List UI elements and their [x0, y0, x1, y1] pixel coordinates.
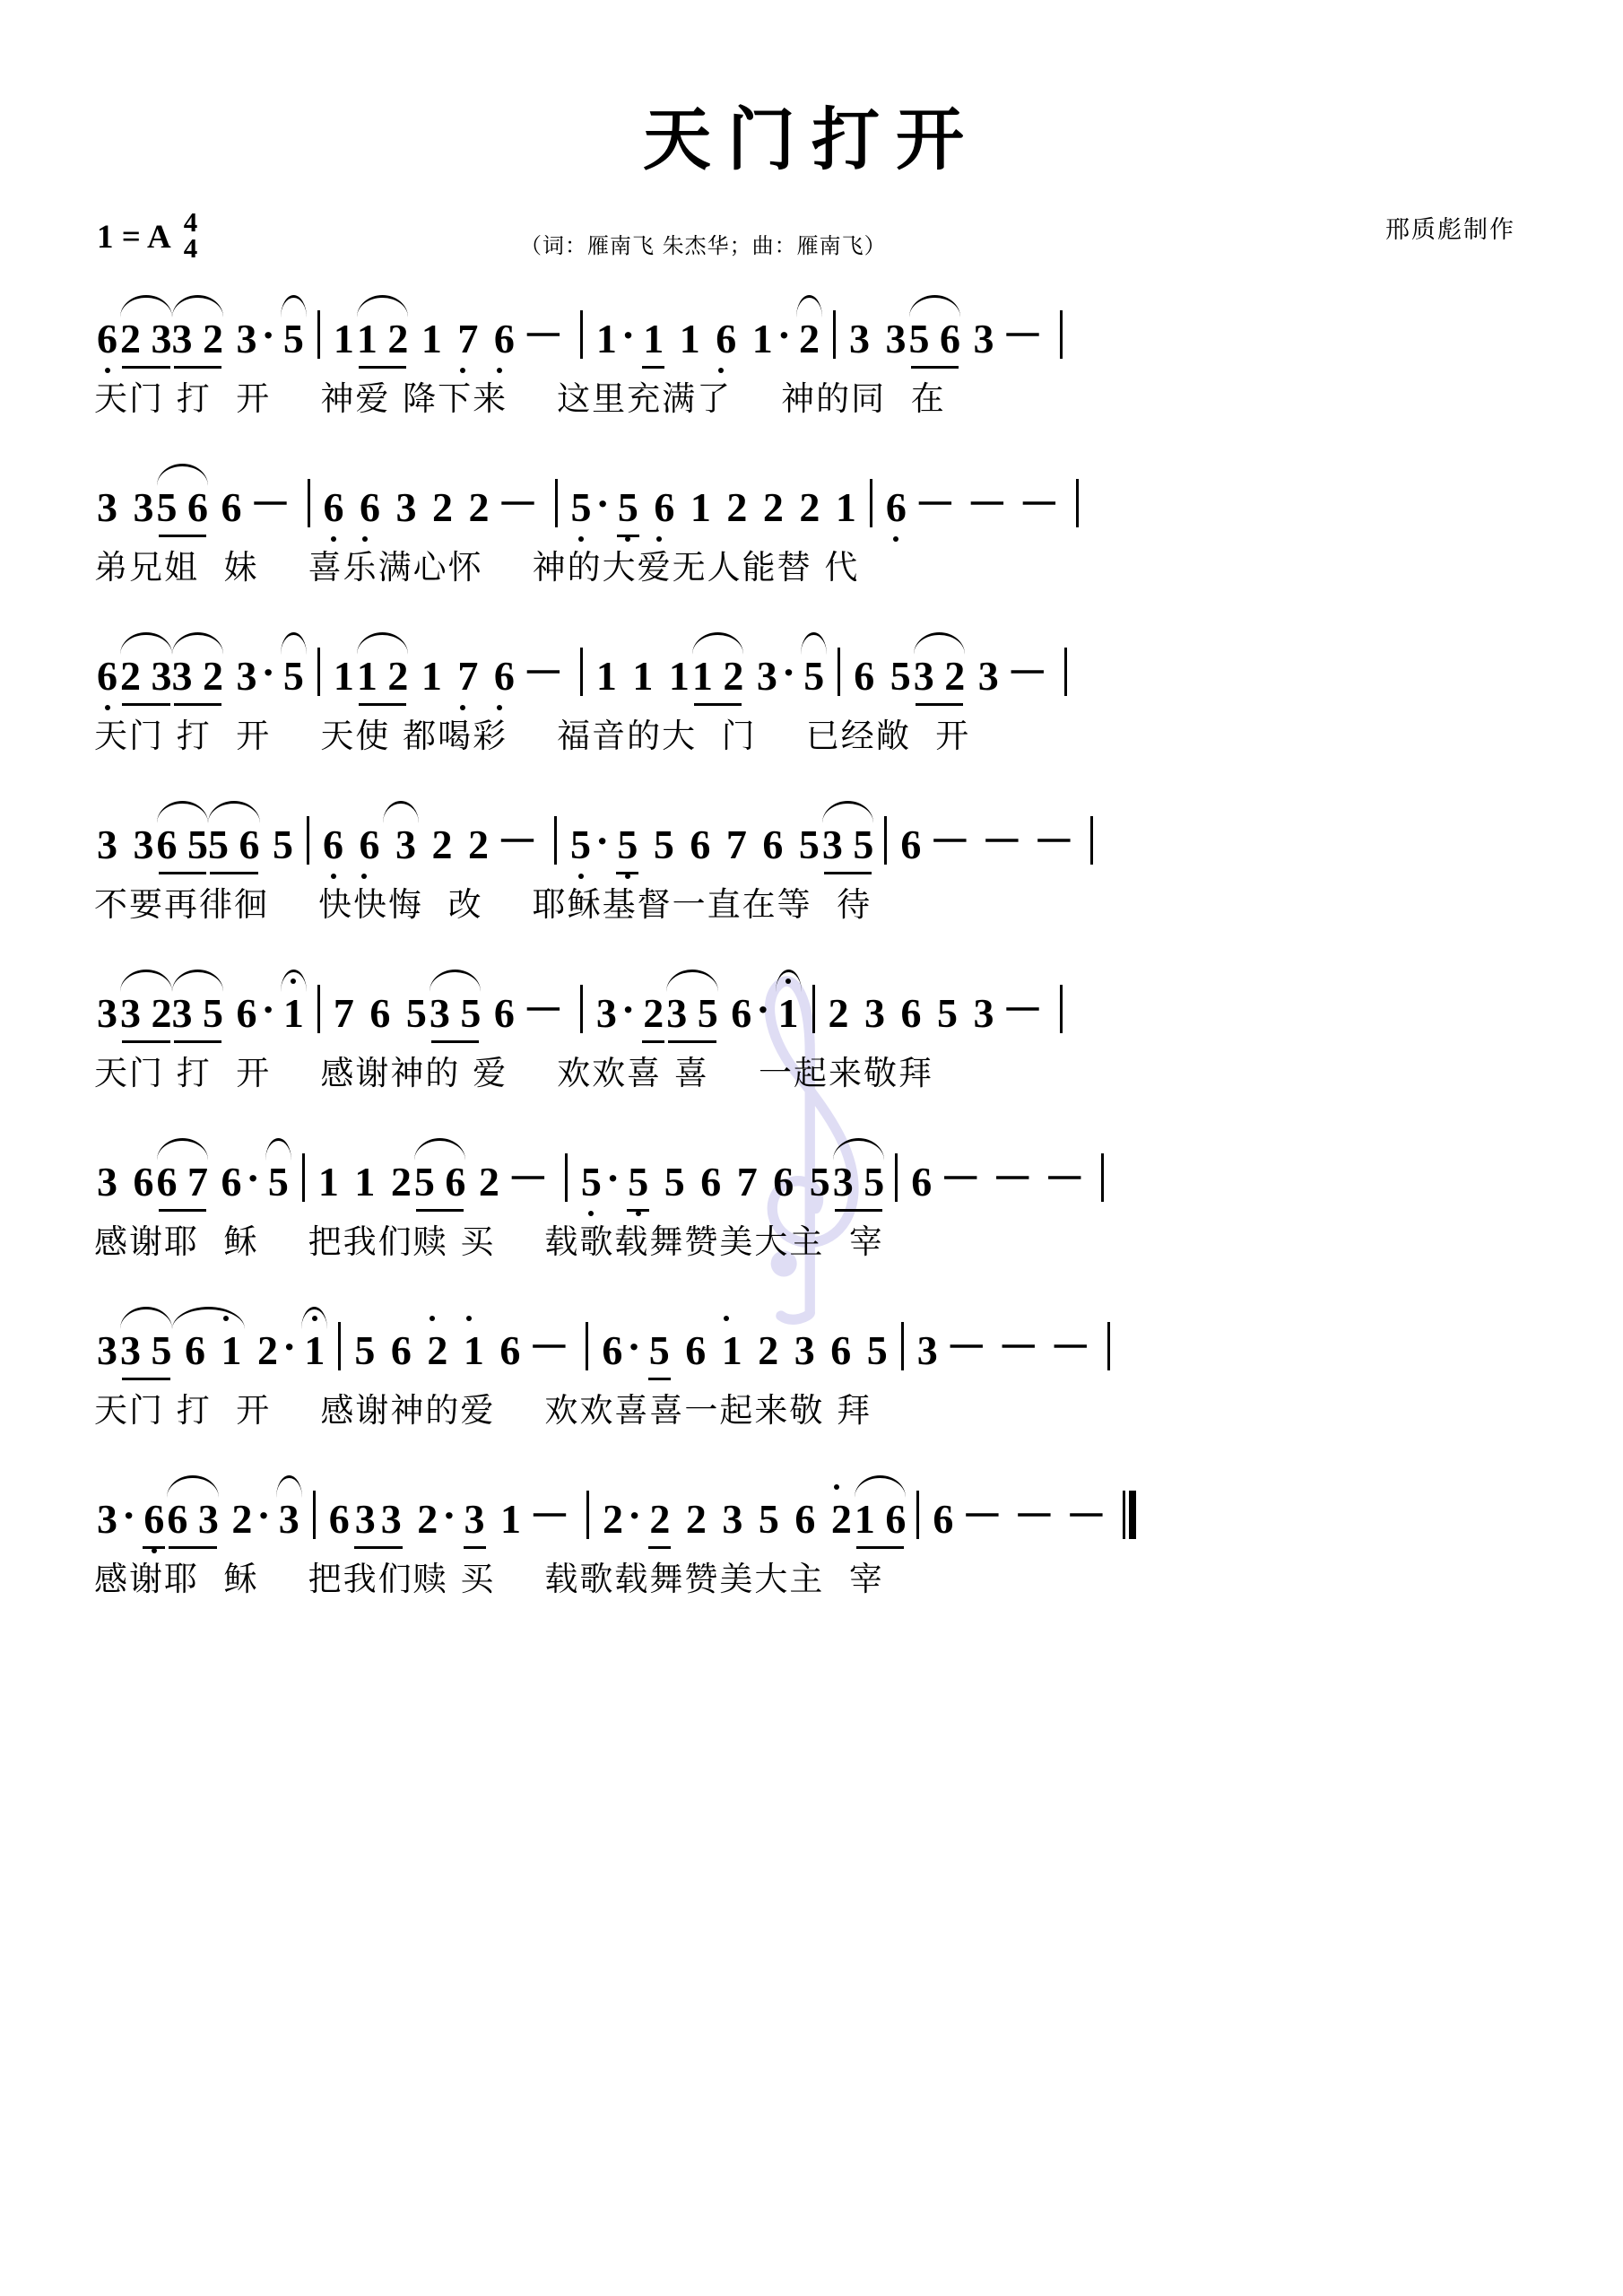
time-signature-top: 4 [183, 206, 198, 238]
note: 6 [320, 821, 346, 868]
barline [1060, 985, 1063, 1033]
note-group: 5 [647, 1326, 673, 1374]
barline [580, 985, 583, 1033]
note: 3 [854, 990, 886, 1036]
note: 1 [595, 653, 617, 699]
note: 1 [595, 316, 617, 361]
note: 6 [94, 652, 120, 700]
barline [1064, 648, 1067, 696]
barline [555, 479, 558, 527]
system-5-notes: 3 3 2 3 5 6 · 1 7 6 5 3 5 6 － 3 · 2 3 5 6 · 1 2 3 6 5 3 － [94, 960, 1529, 1037]
note-group [172, 989, 224, 1037]
slur: 3 5 [666, 989, 718, 1037]
note: 3 [968, 653, 999, 699]
slur: 1 2 [357, 652, 409, 700]
note: 5 [262, 822, 293, 867]
hold-dash: － [497, 482, 539, 527]
hold-dash: － [940, 1156, 982, 1202]
note: 2 [406, 1496, 438, 1542]
time-signature [183, 206, 198, 264]
note: 6 [359, 990, 391, 1036]
note: 6 [679, 822, 711, 867]
slur: 6 1 [172, 1326, 245, 1374]
note: 6 [784, 1496, 816, 1542]
note: 2 [457, 822, 489, 867]
hold-dash: － [966, 482, 1008, 527]
note: 7 [445, 652, 482, 700]
note-group: 5 [615, 483, 641, 531]
system-3 [94, 622, 1529, 757]
slur: 3 5 [172, 989, 224, 1037]
slur: 5 6 [208, 821, 260, 868]
system-4-notes: 3 3 6 5 5 6 5 6 6 3 2 2 － 5 · 5 5 6 7 6 5 3 5 6 － － － [94, 791, 1529, 868]
note: 1 [490, 1496, 522, 1542]
note: 5 [568, 821, 594, 868]
note: 6 [481, 652, 517, 700]
note: 2 [788, 484, 820, 530]
note-group: 5 [614, 821, 640, 868]
hold-dash: － [507, 1156, 549, 1202]
system-6-lyrics: 感谢耶 稣 把我们赎 买 载歌载舞赞美大主 宰 [94, 1222, 884, 1261]
note: 5 [395, 990, 427, 1036]
barline [812, 985, 815, 1033]
note: 3 [97, 1159, 117, 1205]
note: 5 [799, 1159, 830, 1205]
barline [302, 1153, 305, 1202]
barline [1076, 479, 1079, 527]
note: 1 [742, 316, 773, 361]
note: 5 [354, 1327, 376, 1373]
barline [580, 648, 583, 696]
system-1-notes: 6 2 3 3 2 3 · 5 1 1 2 1 7 6 － 1 · 1 1 6 1 · 2 3 3 5 6 3 － [94, 285, 1529, 362]
note-group [357, 652, 409, 700]
note: 3 [963, 990, 994, 1036]
note-group: 3 3 [352, 1495, 404, 1543]
note: 6 [762, 1159, 794, 1205]
note: 7 [445, 315, 482, 362]
note: 6 [690, 1159, 722, 1205]
hold-dash: － [1006, 650, 1048, 696]
note: 6 [211, 1159, 242, 1205]
slur: 3 2 [172, 315, 224, 362]
note: 1 [669, 316, 700, 361]
note: 5 [643, 822, 674, 867]
hold-dash: － [1002, 313, 1044, 359]
note: 5 [578, 1158, 604, 1205]
hold-dash: － [961, 1493, 1003, 1539]
note-group [414, 1158, 466, 1205]
note-group [357, 315, 409, 362]
slur: 2 [796, 315, 822, 362]
credits-line: （词：雁南飞 朱杰华；曲：雁南飞） [520, 233, 887, 258]
note: 1 [343, 1159, 376, 1205]
slur: 5 [281, 652, 307, 700]
system-4-lyrics: 不要再徘徊 快快悔 改 耶稣基督一直在等 待 [94, 885, 872, 924]
barline [1090, 816, 1093, 865]
note: 6 [123, 1159, 154, 1205]
system-8-lyrics: 感谢耶 稣 把我们赎 买 载歌载舞赞美大主 宰 [94, 1560, 884, 1598]
note: 1 [708, 1326, 745, 1374]
system-6 [94, 1128, 1529, 1263]
system-8-notes: 3 · 6 6 3 2 · 3 6 3 3 2 · 3 1 － 2 · 2 2 3 5 6 2 1 6 6 － － － [94, 1465, 1529, 1543]
note: 3 [711, 1496, 743, 1542]
barline [554, 816, 557, 865]
music-systems [0, 285, 1623, 1600]
barline [1101, 1153, 1104, 1202]
hold-dash: － [914, 482, 956, 527]
slur: 5 6 [414, 1158, 466, 1205]
hold-dash: － [522, 987, 564, 1033]
hold-dash: － [1065, 1493, 1107, 1539]
note: 2 [421, 822, 453, 867]
note: 2 [818, 1495, 855, 1543]
note: 6 [890, 990, 922, 1036]
note: 3 [97, 822, 117, 867]
note: 6 [602, 1327, 623, 1373]
note-group: 2 [640, 989, 666, 1037]
slur: 2 3 [120, 315, 172, 362]
note-group [833, 1158, 885, 1205]
system-2 [94, 454, 1529, 588]
note: 7 [716, 822, 747, 867]
note: 3 [916, 1327, 938, 1373]
slur: 5 6 [157, 483, 209, 531]
barline [317, 648, 320, 696]
barline [313, 1491, 316, 1539]
note: 1 [621, 653, 654, 699]
note: 6 [483, 990, 515, 1036]
note-group [167, 1495, 219, 1543]
note: 6 [751, 822, 784, 867]
note: 2 [414, 1326, 451, 1374]
barline [1107, 1322, 1110, 1370]
hold-dash: － [929, 819, 971, 865]
slur: 3 5 [822, 821, 874, 868]
note: 3 [849, 316, 871, 361]
note: 6 [703, 315, 740, 362]
note: 1 [658, 653, 690, 699]
system-5-lyrics: 天门 打 开 感谢神的 爱 欢欢喜 喜 一起来敬拜 [94, 1054, 933, 1092]
system-7-lyrics: 天门 打 开 感谢神的爱 欢欢喜喜一起来敬 拜 [94, 1391, 872, 1430]
note-group: 3 [462, 1495, 488, 1543]
slur: 3 2 [120, 989, 172, 1037]
barline [307, 816, 309, 865]
note: 2 [675, 1496, 707, 1542]
hold-dash: － [1049, 1325, 1091, 1370]
note: 1 [825, 484, 856, 530]
note-group [157, 1158, 209, 1205]
note-group [157, 821, 209, 868]
note: 5 [880, 653, 911, 699]
note-group [120, 652, 172, 700]
slur: 1 [301, 1326, 327, 1374]
note: 6 [347, 483, 384, 531]
note: 6 [94, 315, 120, 362]
slur: 5 [281, 315, 307, 362]
note: 6 [933, 1496, 954, 1542]
system-6-notes: 3 6 6 7 6 · 5 1 1 2 5 6 2 － 5 · 5 5 6 7 6 5 3 5 6 － － － [94, 1128, 1529, 1205]
slur: 1 [281, 989, 307, 1037]
note: 1 [333, 316, 354, 361]
note: 7 [726, 1159, 758, 1205]
note: 7 [333, 990, 354, 1036]
slur: 2 3 [120, 652, 172, 700]
slur: 6 5 [157, 821, 209, 868]
note: 6 [226, 990, 257, 1036]
slur: 6 3 [167, 1495, 219, 1543]
note: 6 [321, 483, 347, 531]
slur: 6 7 [157, 1158, 209, 1205]
note: 3 [226, 316, 257, 361]
barline [338, 1322, 341, 1370]
note: 3 [963, 316, 994, 361]
note-group: 1 [640, 315, 666, 362]
note-group [120, 1326, 172, 1374]
note: 5 [568, 483, 595, 531]
key-signature [97, 206, 198, 264]
note: 6 [674, 1327, 707, 1373]
key-signature-label: 1 = A [97, 219, 171, 257]
note: 2 [221, 1496, 253, 1542]
note-group [120, 989, 172, 1037]
slur: 5 6 [909, 315, 961, 362]
slur: 3 2 [172, 652, 224, 700]
slur: 3 2 [914, 652, 966, 700]
slur: 3 [383, 821, 420, 868]
note: 6 [328, 1496, 350, 1542]
barline [833, 310, 836, 359]
barline [317, 310, 320, 359]
hold-dash: － [945, 1325, 987, 1370]
barline [838, 648, 840, 696]
note: 3 [97, 484, 117, 530]
system-3-lyrics: 天门 打 开 天使 都喝彩 福音的大 门 已经敞 开 [94, 717, 971, 755]
system-2-notes: 3 3 5 6 6 － 6 6 3 2 2 － 5 · 5 6 1 2 2 2 1 6 － － － [94, 454, 1529, 531]
hold-dash: － [497, 819, 538, 865]
barline [901, 1322, 904, 1370]
hold-dash: － [1018, 482, 1060, 527]
note: 6 [641, 483, 678, 531]
hold-dash: － [981, 819, 1023, 865]
hold-dash: － [528, 1325, 570, 1370]
note: 2 [752, 484, 784, 530]
slur: 3 5 [833, 1158, 885, 1205]
producer-credit: 邢质彪制作 [1385, 216, 1515, 244]
note: 1 [317, 1159, 339, 1205]
note: 2 [747, 1327, 779, 1373]
note: 5 [748, 1496, 779, 1542]
note: 3 [97, 1496, 117, 1542]
note: 5 [926, 990, 959, 1036]
barline [317, 985, 320, 1033]
barline [916, 1491, 919, 1539]
note-group [157, 483, 209, 531]
slur: 1 2 [692, 652, 744, 700]
note: 3 [784, 1327, 815, 1373]
barline [565, 1153, 568, 1202]
system-7 [94, 1297, 1529, 1431]
note-group: 5 [625, 1158, 651, 1205]
note: 6 [911, 1159, 933, 1205]
final-barline [1123, 1491, 1140, 1539]
hold-dash: － [249, 482, 291, 527]
hold-dash: － [992, 1156, 1034, 1202]
hold-dash: － [522, 650, 564, 696]
system-7-notes: 3 3 5 6 1 2 · 1 5 6 2 1 6 － 6 · 5 6 1 2 3 6 5 3 － － － [94, 1297, 1529, 1374]
note: 3 [97, 990, 117, 1036]
note-group [914, 652, 966, 700]
score-metadata [0, 206, 1623, 278]
system-1-lyrics: 天门 打 开 神爱 降下来 这里充满了 神的同 在 [94, 379, 946, 418]
note: 2 [828, 990, 849, 1036]
barline [308, 479, 310, 527]
barline [586, 1491, 589, 1539]
note: 1 [411, 653, 442, 699]
note-group [120, 315, 172, 362]
note: 3 [595, 990, 617, 1036]
note: 3 [746, 653, 777, 699]
slur: 1 6 [855, 1495, 907, 1543]
note-group [666, 989, 718, 1037]
note: 1 [680, 484, 711, 530]
system-2-lyrics: 弟兄姐 妹 喜乐满心怀 神的大爱无人能替 代 [94, 548, 860, 587]
note: 3 [123, 484, 154, 530]
hold-dash: － [997, 1325, 1039, 1370]
barline [895, 1153, 898, 1202]
note: 5 [654, 1159, 685, 1205]
note-group: 6 [141, 1495, 167, 1543]
hold-dash: － [522, 313, 564, 359]
slur: 1 2 [357, 315, 409, 362]
note-group [172, 315, 224, 362]
barline [884, 816, 887, 865]
barline [870, 479, 872, 527]
note: 6 [211, 484, 242, 530]
note: 2 [380, 1159, 412, 1205]
note: 6 [720, 990, 752, 1036]
note: 2 [603, 1496, 624, 1542]
note: 1 [333, 653, 354, 699]
note: 6 [380, 1327, 412, 1373]
note: 1 [411, 316, 442, 361]
note: 2 [468, 1159, 499, 1205]
note-group [909, 315, 961, 362]
note: 2 [716, 484, 748, 530]
note: 3 [123, 822, 154, 867]
system-8 [94, 1465, 1529, 1600]
hold-dash: － [1013, 1493, 1055, 1539]
note-group [692, 652, 744, 700]
note-group [172, 652, 224, 700]
hold-dash: － [1044, 1156, 1086, 1202]
note: 3 [386, 484, 417, 530]
slur: 3 5 [430, 989, 482, 1037]
system-4 [94, 791, 1529, 926]
note: 6 [854, 653, 875, 699]
hold-dash: － [1033, 819, 1075, 865]
note: 2 [421, 484, 453, 530]
note-group [822, 821, 874, 868]
slur: 1 [776, 989, 802, 1037]
barline [586, 1322, 588, 1370]
slur: 5 [801, 652, 827, 700]
note-group [430, 989, 482, 1037]
note-group [855, 1495, 907, 1543]
hold-dash: － [529, 1493, 571, 1539]
barline [1060, 310, 1063, 359]
note: 6 [346, 821, 383, 868]
barline [580, 310, 583, 359]
slur: 3 5 [120, 1326, 172, 1374]
note-group: 2 [647, 1495, 673, 1543]
note: 3 [97, 1327, 117, 1373]
note: 6 [900, 822, 922, 867]
note: 6 [883, 483, 909, 531]
system-5 [94, 960, 1529, 1094]
note: 3 [226, 653, 257, 699]
note: 5 [856, 1327, 888, 1373]
note: 6 [820, 1327, 852, 1373]
note: 1 [450, 1326, 487, 1374]
note: 5 [788, 822, 820, 867]
note: 6 [481, 315, 517, 362]
page-title: 天门打开 [643, 100, 980, 179]
system-1 [94, 285, 1529, 420]
slur: 3 [276, 1495, 302, 1543]
note: 2 [458, 484, 490, 530]
note: 3 [875, 316, 907, 361]
system-3-notes: 6 2 3 3 2 3 · 5 1 1 2 1 7 6 － 1 1 1 1 2 3 · 5 6 5 3 2 3 － [94, 622, 1529, 700]
note: 2 [247, 1327, 278, 1373]
hold-dash: － [1002, 987, 1044, 1033]
time-signature-bottom: 4 [183, 231, 198, 264]
slur: 5 [265, 1158, 291, 1205]
note-group [208, 821, 260, 868]
note: 6 [489, 1327, 521, 1373]
